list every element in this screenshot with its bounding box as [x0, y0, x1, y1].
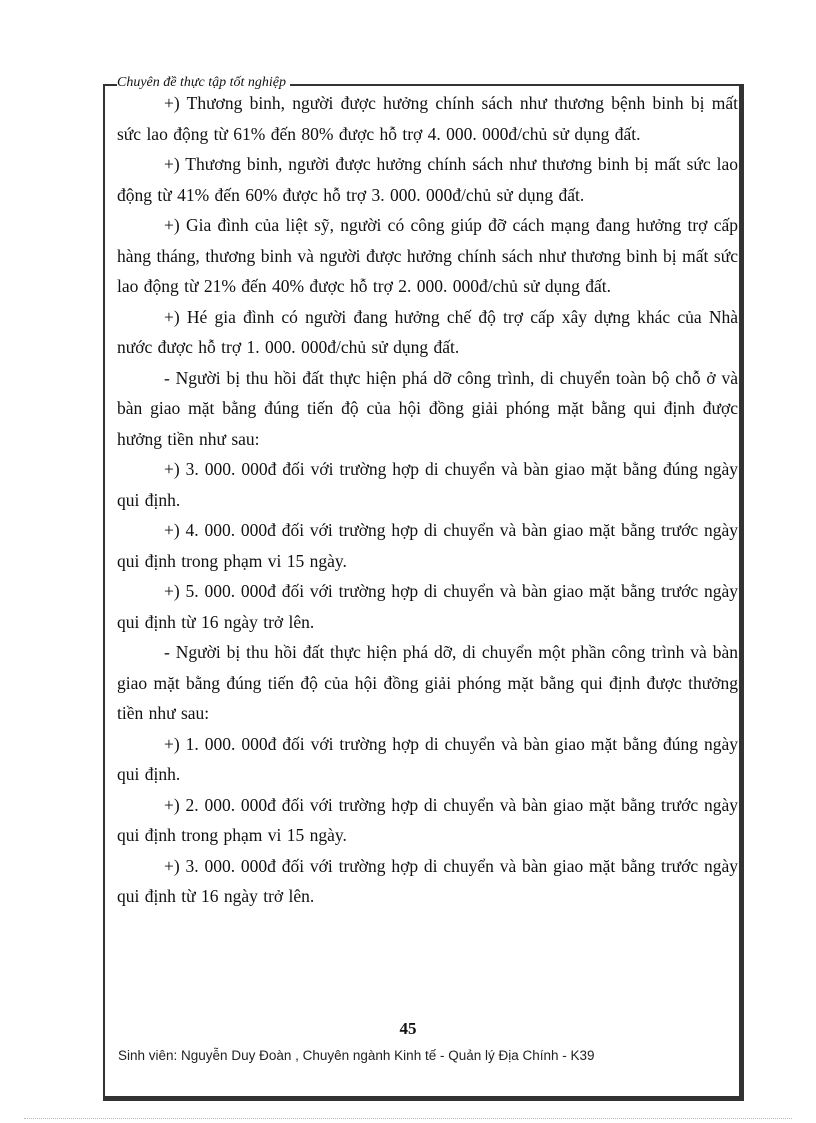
paragraph: +) Hé gia đình có người đang hưởng chế độ trợ cấp xây dựng khác của Nhà nước được hỗ trợ 1. 000. 000đ/chủ sử dụng đất. — [117, 306, 738, 357]
paragraph: +) Thương binh, người được hưởng chính sách như thương binh bị mất sức lao động từ 41% đến 60% được hỗ trợ 3. 000. 000đ/chủ sử dụng đất. — [117, 154, 738, 205]
page-header: Chuyên đề thực tập tốt nghiệp — [117, 74, 290, 92]
paragraph: - Người bị thu hồi đất thực hiện phá dỡ công trình, di chuyển toàn bộ chỗ ở và bàn giao mặt bằng đúng tiến độ của hội đồng giải phóng mặt bằng qui định được hưởng tiền như sau: — [117, 367, 738, 449]
paragraph: +) Gia đình của liệt sỹ, người có công giúp đỡ cách mạng đang hưởng trợ cấp hàng tháng, thương binh và người được hưởng chính sách như thương binh bị mất sức lao động từ 21% đến 40% được hỗ trợ 2. 000. 000đ/chủ sử dụng đất. — [117, 215, 738, 296]
paragraph: +) Thương binh, người được hưởng chính sách như thương bệnh binh bị mất sức lao động từ 61% đến 80% được hỗ trợ 4. 000. 000đ/chủ sử dụng đất. — [117, 93, 738, 144]
paragraph: +) 3. 000. 000đ đối với trường hợp di chuyển và bàn giao mặt bằng đúng ngày qui định. — [117, 459, 738, 510]
paragraph: +) 4. 000. 000đ đối với trường hợp di chuyển và bàn giao mặt bằng trước ngày qui định trong phạm vi 15 ngày. — [117, 520, 738, 571]
page-footer: Sinh viên: Nguyễn Duy Đoàn , Chuyên ngành Kinh tế - Quản lý Địa Chính - K39 — [118, 1048, 595, 1063]
paragraph: +) 2. 000. 000đ đối với trường hợp di chuyển và bàn giao mặt bằng trước ngày qui định trong phạm vi 15 ngày. — [117, 794, 738, 845]
paragraph: +) 1. 000. 000đ đối với trường hợp di chuyển và bàn giao mặt bằng đúng ngày qui định. — [117, 733, 738, 784]
paragraph: - Người bị thu hồi đất thực hiện phá dỡ, di chuyển một phần công trình và bàn giao mặt bằng đúng tiến độ của hội đồng giải phóng mặt bằng qui định được thưởng tiền như sau: — [117, 642, 738, 723]
paragraph: +) 5. 000. 000đ đối với trường hợp di chuyển và bàn giao mặt bằng trước ngày qui định từ 16 ngày trở lên. — [117, 581, 738, 632]
paragraph: +) 3. 000. 000đ đối với trường hợp di chuyển và bàn giao mặt bằng trước ngày qui định từ 16 ngày trở lên. — [117, 855, 738, 906]
document-body — [117, 88, 738, 912]
page-bottom-rule — [24, 1118, 792, 1119]
page-number: 45 — [399, 1019, 417, 1038]
